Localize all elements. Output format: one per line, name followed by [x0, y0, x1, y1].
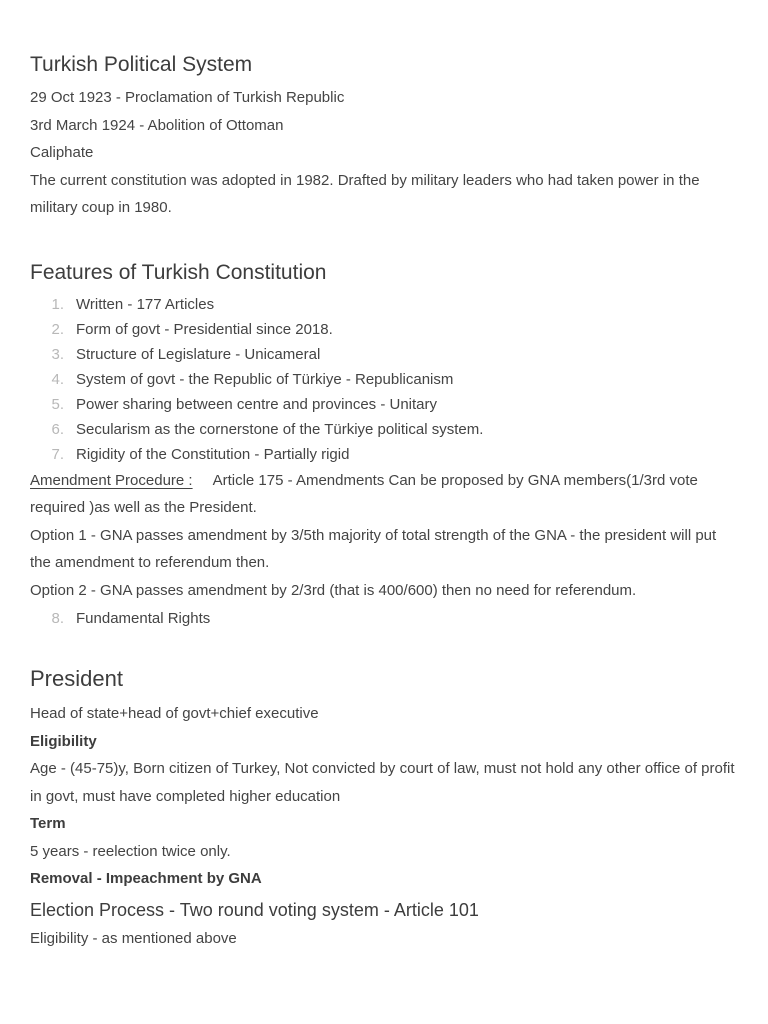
term-label: Term [30, 815, 66, 832]
list-item [30, 417, 738, 442]
list-item [30, 317, 738, 342]
list-number: 5. [51, 395, 64, 413]
election-heading: Election Process - Two round voting system - Article 101 [30, 899, 479, 920]
amendment-label: Amendment Procedure : [30, 471, 193, 489]
list-item [30, 292, 738, 317]
list-item-text: Structure of Legislature - Unicameral [76, 345, 321, 363]
list-item-text: System of govt - the Republic of Türkiye - Republicanism [76, 370, 454, 388]
list-item-text: Rigidity of the Constitution - Partially rigid [76, 445, 350, 463]
option-2-paragraph: Option 2 - GNA passes amendment by 2/3rd (that is 400/600) then no need for referendum. [30, 581, 637, 599]
list-number: 6. [51, 420, 64, 438]
list-item-text: Secularism as the cornerstone of the Türkiye political system. [76, 420, 484, 438]
page-title: Turkish Political System [30, 53, 253, 76]
election-text: Eligibility - as mentioned above [30, 929, 237, 947]
list-item-text: Written - 177 Articles [76, 295, 215, 313]
features-list-continued [30, 604, 738, 634]
list-item [30, 342, 738, 367]
eligibility-label: Eligibility [30, 732, 97, 750]
list-number: 2. [51, 320, 64, 338]
president-heading: President [30, 666, 123, 691]
amendment-paragraph [30, 467, 738, 522]
list-item [30, 604, 738, 634]
amendment-text: Article 175 - Amendments Can be proposed by GNA members(1/3rd vote required )as well as the President. [30, 471, 698, 516]
features-list [30, 292, 738, 467]
list-item-text: Fundamental Rights [76, 610, 211, 627]
intro-line-3: Caliphate [30, 144, 94, 161]
list-number: 3. [51, 345, 64, 363]
intro-line-1: 29 Oct 1923 - Proclamation of Turkish Republic [30, 89, 345, 106]
list-item-text: Form of govt - Presidential since 2018. [76, 320, 333, 338]
list-number: 4. [51, 370, 64, 388]
features-heading: Features of Turkish Constitution [30, 260, 327, 284]
list-item [30, 367, 738, 392]
eligibility-text: Age - (45-75)y, Born citizen of Turkey, Not convicted by court of law, must not hold any other office of profit in govt, must have completed higher education [30, 760, 735, 805]
removal-label: Removal - Impeachment by GNA [30, 870, 262, 887]
list-item [30, 392, 738, 417]
list-number: 1. [51, 295, 64, 313]
term-text: 5 years - reelection twice only. [30, 842, 231, 860]
list-number: 8. [51, 610, 64, 627]
president-role: Head of state+head of govt+chief executive [30, 705, 319, 722]
option-1-paragraph: Option 1 - GNA passes amendment by 3/5th majority of total strength of the GNA - the president will put the amendment to referendum then. [30, 526, 717, 571]
intro-line-2: 3rd March 1924 - Abolition of Ottoman [30, 116, 284, 134]
list-item-text: Power sharing between centre and provinces - Unitary [76, 395, 438, 413]
intro-paragraph: The current constitution was adopted in 1982. Drafted by military leaders who had taken power in the military coup in 1980. [30, 171, 700, 216]
list-item [30, 442, 738, 467]
list-number: 7. [51, 445, 64, 463]
